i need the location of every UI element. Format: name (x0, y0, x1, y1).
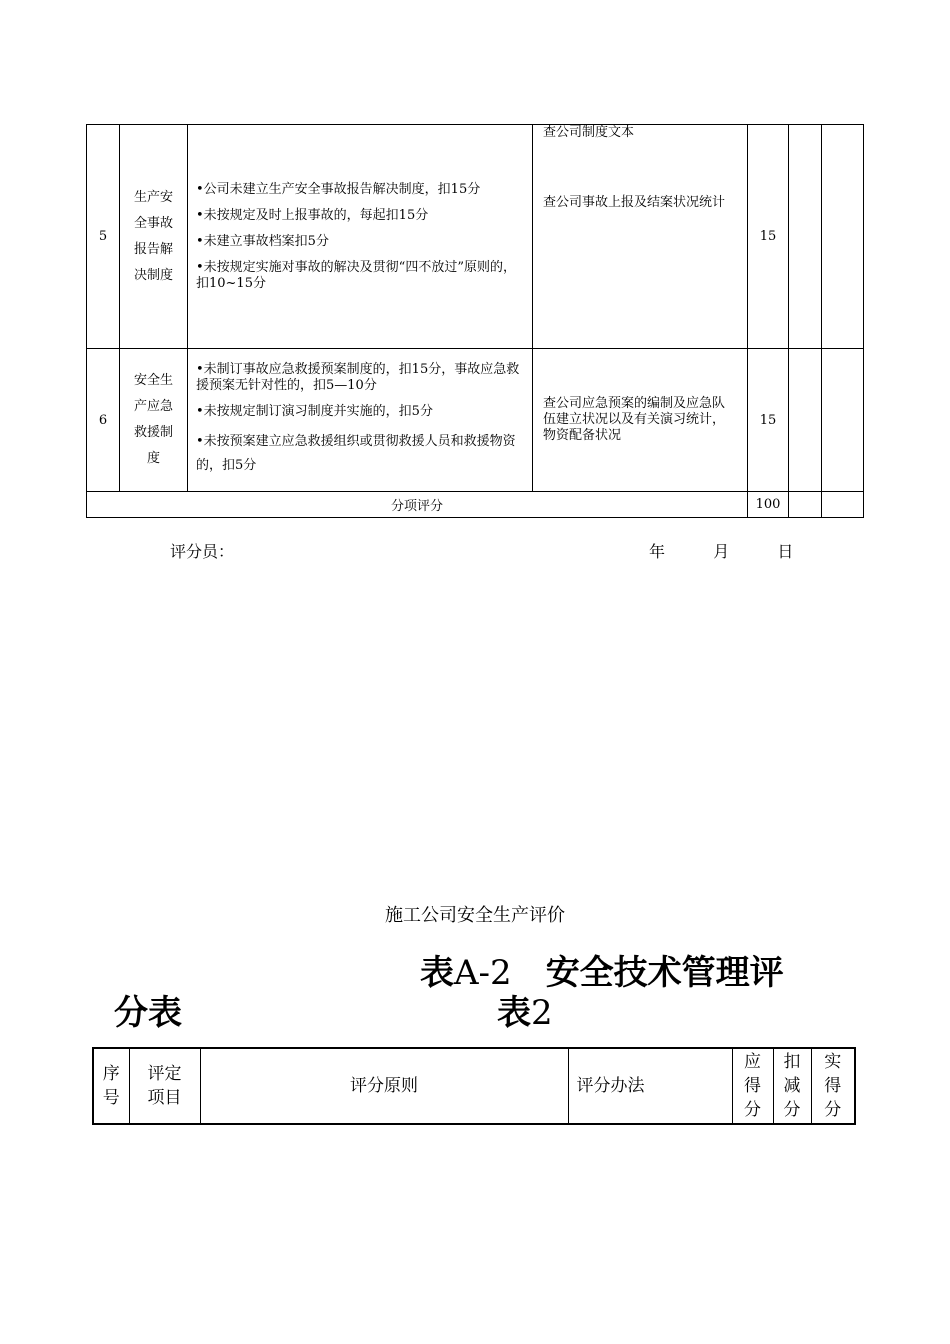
year-label: 年 (649, 542, 666, 561)
rule-text: •未按规定及时上报事故的，每起扣15分 (196, 207, 429, 223)
table-number (497, 985, 553, 1034)
header-text: 项目 (147, 1088, 182, 1108)
safety-tech-scoring-table (92, 1047, 856, 1125)
header-text: 分 (824, 1100, 842, 1120)
section-title (420, 945, 784, 994)
section-title-line2: 分表 (114, 993, 182, 1033)
scoring-table-continued (86, 124, 864, 518)
header-text: 应 (744, 1052, 761, 1072)
grader-label: 评分员： (170, 542, 235, 561)
rule-text: •未按规定制订演习制度并实施的，扣5分 (196, 404, 433, 419)
header-text: 分 (783, 1100, 801, 1120)
method-text: 查公司制度文本 (543, 125, 635, 140)
scoring-method (533, 125, 748, 349)
row-number: 6 (87, 349, 120, 492)
item-line: 决制度 (133, 267, 173, 283)
scoring-rules (188, 125, 533, 349)
deduct-score-cell (789, 492, 822, 518)
method-text: 查公司应急预案的编制及应急队伍建立状况以及有关演习统计，物资配备状况 (543, 396, 726, 443)
header-num (93, 1048, 129, 1124)
header-text: 扣 (783, 1052, 801, 1072)
rule-text: •未制订事故应急救援预案制度的，扣15分，事故应急救援预案无针对性的，扣5—10分 (196, 362, 520, 393)
subtotal-label: 分项评分 (87, 492, 748, 518)
actual-score-cell (822, 125, 864, 349)
header-text: 得 (744, 1076, 761, 1096)
item-line: 报告解 (133, 241, 173, 257)
header-row (93, 1048, 855, 1124)
evaluation-item (120, 125, 188, 349)
date-line (649, 539, 793, 562)
method-text: 查公司事故上报及结案状况统计 (543, 195, 726, 210)
subtotal-row (87, 492, 864, 518)
deduct-score-cell (789, 125, 822, 349)
deduct-score-cell (789, 349, 822, 492)
item-line: 全事故 (133, 215, 173, 231)
title-code: A-2 (454, 953, 512, 993)
table-row (87, 125, 864, 349)
header-method: 评分办法 (568, 1048, 732, 1124)
due-score: 15 (748, 125, 789, 349)
table-number-label: 表 (497, 993, 531, 1033)
section-subtitle: 施工公司安全生产评价 (385, 905, 565, 926)
header-text: 得 (824, 1076, 842, 1096)
rule-text: •未建立事故档案扣5分 (196, 233, 329, 249)
title-part: 表 (420, 953, 454, 993)
evaluation-item (120, 349, 188, 492)
table-row (87, 349, 864, 492)
actual-score-cell (822, 349, 864, 492)
item-line: 产应急 (133, 399, 173, 414)
subtotal-score: 100 (748, 492, 789, 518)
header-item (129, 1048, 200, 1124)
item-line: 救援制 (133, 425, 173, 440)
header-rule: 评分原则 (200, 1048, 568, 1124)
scoring-rules (188, 349, 533, 492)
header-text: 评定 (147, 1064, 182, 1084)
scoring-method (533, 349, 748, 492)
table-number-value: 2 (531, 993, 553, 1033)
rule-text: •未按规定实施对事故的解决及贯彻“四不放过”原则的，扣10~15分 (196, 259, 516, 291)
rule-text: •公司未建立生产安全事故报告解决制度，扣15分 (196, 181, 481, 197)
header-text: 分 (744, 1100, 761, 1120)
header-actual-score (811, 1048, 855, 1124)
header-text: 实 (824, 1052, 842, 1072)
month-label: 月 (713, 542, 730, 561)
row-number: 5 (87, 125, 120, 349)
header-text: 减 (783, 1076, 801, 1096)
item-line: 度 (146, 451, 160, 466)
header-deduct-score (773, 1048, 811, 1124)
item-line: 安全生 (133, 373, 173, 388)
rule-text: •未按预案建立应急救援组织或贯彻救援人员和救援物资的，扣5分 (196, 434, 516, 473)
header-text: 序 (102, 1064, 120, 1084)
actual-score-cell (822, 492, 864, 518)
day-label: 日 (777, 542, 794, 561)
item-line: 生产安 (133, 189, 173, 205)
title-part: 安全技术管理评 (545, 953, 784, 993)
header-due-score (732, 1048, 773, 1124)
header-text: 号 (102, 1088, 120, 1108)
due-score: 15 (748, 349, 789, 492)
